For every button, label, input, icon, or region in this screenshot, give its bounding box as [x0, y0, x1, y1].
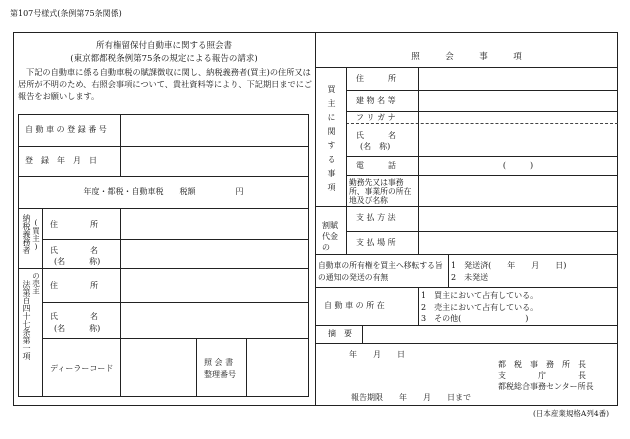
- notice-option-2[interactable]: 2 未発送: [451, 273, 489, 282]
- seller-name-sub: (名 称): [54, 324, 101, 333]
- issue-date: 年 月 日: [349, 350, 405, 359]
- dealer-code-label: ディーラーコード: [50, 364, 114, 373]
- installment-group-label: 割賦代金の: [322, 221, 338, 253]
- intro-line-1: 下記の自動車に係る自動車税の賦課徴収に関し、納税義務者(買主)の住所又は: [26, 67, 311, 77]
- work-field[interactable]: [419, 176, 617, 205]
- reg-no-field[interactable]: [121, 115, 308, 145]
- center-divider: [315, 32, 316, 406]
- notice-option-1[interactable]: 1 発送済( 年 月 日): [451, 261, 567, 270]
- building-label: 建 物 名 等: [356, 96, 396, 105]
- seller-name-field[interactable]: [121, 303, 308, 337]
- dealer-code-field[interactable]: [121, 339, 195, 396]
- buyer-address-label: 住 所: [356, 74, 396, 83]
- buyer-name-field[interactable]: [419, 124, 617, 155]
- taxpayer-group-label: 納税義務者: [22, 214, 31, 254]
- work-label-1: 勤務先又は事務: [349, 178, 404, 187]
- tax-line: 年度・都税・自動車税 税額 円: [83, 187, 244, 196]
- office-line-3: 都税総合事務センター所長: [498, 382, 594, 391]
- buyer-address-field[interactable]: [419, 68, 617, 89]
- seller-address-field[interactable]: [121, 269, 308, 301]
- location-label: 自 動 車 の 所 在: [324, 301, 385, 310]
- taxpayer-name-label: 氏 名: [50, 246, 98, 255]
- work-label-3: 地及び名称: [349, 196, 388, 205]
- office-line-1: 都 税 事 務 所 長: [498, 360, 586, 369]
- taxpayer-name-sub: (名 称): [54, 257, 101, 266]
- seller-tag: の売主: [31, 272, 41, 295]
- seller-group-label: 法第百四十七条第一項: [22, 280, 31, 360]
- location-option-3[interactable]: 3 その他( ): [421, 314, 529, 323]
- building-field[interactable]: [419, 91, 617, 110]
- inquiry-header: 照 会 事 項: [411, 52, 522, 62]
- pay-place-field[interactable]: [419, 232, 617, 253]
- office-line-2: 支 庁 長: [498, 371, 586, 380]
- phone-label: 電 話: [356, 161, 396, 170]
- location-option-2[interactable]: 2 売主において占有している。: [421, 303, 539, 312]
- buyer-tag: (買主): [31, 218, 41, 251]
- pay-method-label: 支 払 方 法: [356, 213, 396, 222]
- ref-no-label-2: 整理番号: [204, 370, 236, 379]
- buyer-name-sub: (名 称): [360, 142, 391, 151]
- phone-value: ( ): [502, 161, 534, 170]
- furigana-label: フ リ ガ ナ: [356, 113, 396, 122]
- notice-label-2: の通知の発送の有無: [318, 273, 389, 282]
- footer-note: (日本産業規格A列4番): [533, 409, 610, 418]
- work-label-2: 所、事業所の所在: [349, 187, 412, 196]
- form-subtitle: (東京都都税条例第75条の規定による報告の請求): [70, 54, 258, 64]
- intro-line-3: 報告をお願いします。: [18, 91, 100, 101]
- notice-label-1: 自動車の所有権を買主へ移転する旨: [318, 261, 443, 270]
- reg-date-field[interactable]: [121, 147, 308, 175]
- remarks-field[interactable]: [363, 326, 617, 342]
- intro-line-2: 居所が不明のため、右照会事項について、貴社資料等により、下記期日までにご: [18, 79, 313, 89]
- taxpayer-address-label: 住 所: [50, 220, 98, 229]
- ref-no-field[interactable]: [247, 339, 308, 396]
- reg-date-label: 登 録 年 月 日: [25, 156, 97, 165]
- furigana-field[interactable]: [419, 112, 617, 122]
- taxpayer-name-field[interactable]: [121, 240, 308, 267]
- form-number: 第107号様式(条例第75条関係): [10, 9, 122, 18]
- pay-method-field[interactable]: [419, 207, 617, 230]
- seller-name-label: 氏 名: [50, 312, 98, 321]
- buyer-group-label: 買主に関する事項: [327, 85, 336, 197]
- location-option-1[interactable]: 1 買主において占有している。: [421, 291, 539, 300]
- pay-place-label: 支 払 場 所: [356, 238, 396, 247]
- remarks-label: 摘 要: [328, 329, 352, 338]
- deadline-line: 報告期限 年 月 日まで: [351, 393, 471, 402]
- ref-no-label-1: 照 会 書: [204, 358, 234, 367]
- buyer-name-label: 氏 名: [356, 131, 396, 140]
- reg-no-label: 自 動 車 の 登 録 番 号: [25, 125, 107, 134]
- taxpayer-address-field[interactable]: [121, 209, 308, 238]
- form-title: 所有権留保付自動車に関する照会書: [95, 41, 232, 51]
- seller-address-label: 住 所: [50, 281, 98, 290]
